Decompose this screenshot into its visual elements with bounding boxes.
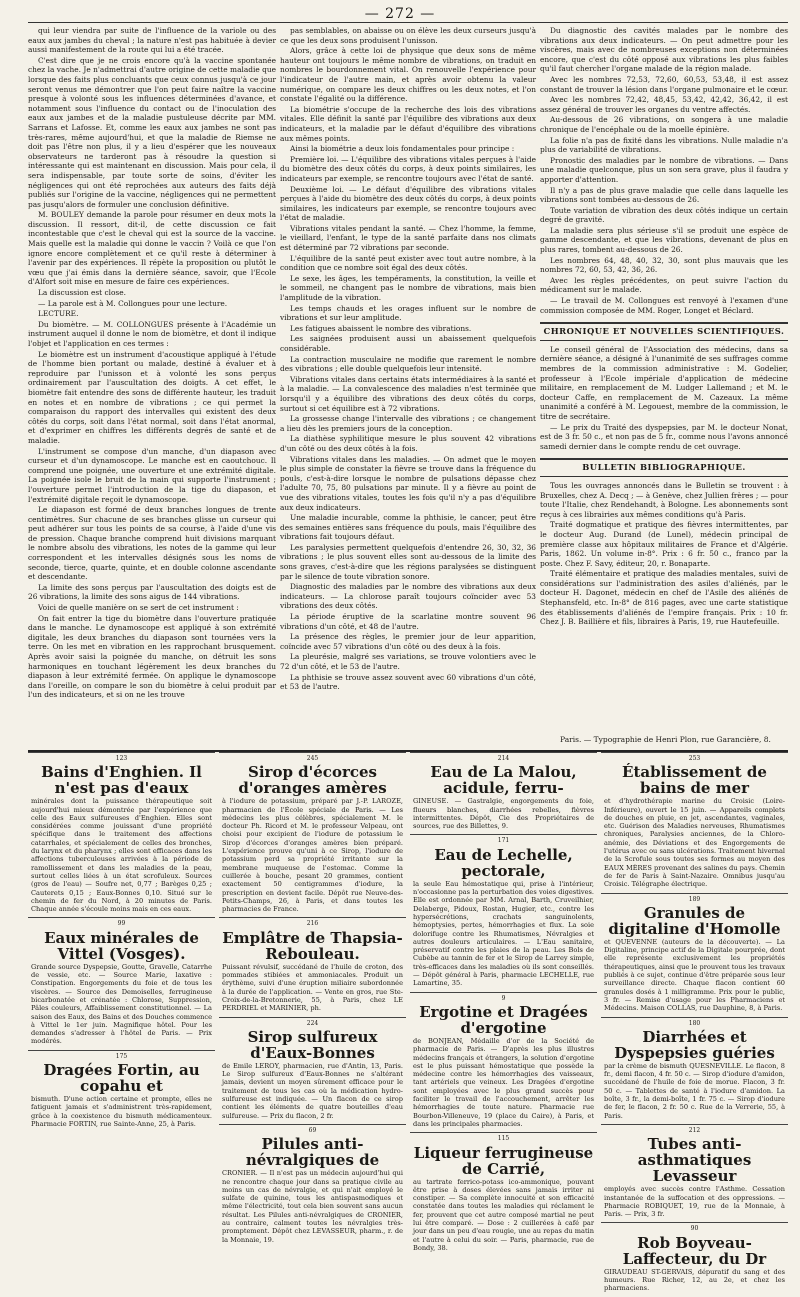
advertisement xyxy=(219,752,406,917)
ad-body: Grande source Dyspepsie, Goutte, Gravelle, Catarrhe de vessie, etc. — Source Marie, laxative : Constipation. Engorgements du foie et de tous les viscères. — Source des Demoiselles, ferrugineuse bicarbonatée et crénatée : Chlorose, Suppression, Pâles couleurs, Affaiblissement constitutionnel. — La saison des Eaux, des Bains et des Douches commence à Vittel le 1er juin. Magnifique hôtel. Pour les demandes s'adresser à l'hôtel de Paris. — Prix modérés. xyxy=(31,962,212,1046)
ad-number: 224 xyxy=(306,1019,319,1027)
advertisement xyxy=(28,917,215,1049)
ad-column xyxy=(219,752,406,1297)
ad-number: 9 xyxy=(501,994,506,1002)
ad-column xyxy=(601,752,788,1297)
paragraph: Avec les règles précédentes, on peut suivre l'action du médicament sur le malade. xyxy=(540,275,788,295)
ad-number: 123 xyxy=(115,755,128,762)
paragraph: Voici de quelle manière on se sert de cet instrument : xyxy=(38,603,239,613)
ad-headline: Tubes anti-asthmatiques Levasseur xyxy=(637,1135,752,1186)
imprint: Paris. — Typographie de Henri Plon, rue Garancière, 8. xyxy=(560,735,771,744)
advertisement xyxy=(28,752,215,917)
ad-body: au tartrate ferrico-potass ico-ammonique, pouvant être prise à doses élevées sans jamais irriter ni constiper. — Sa complète innocuité et son efficacité constatée dans toutes les maladies qui réclament le fer, prouvent que cet autre composé martial ne peut lui être comparé. — Dose : 2 cuillerées à café par jour dans un peu d'eau rougie, une au repas du matin et l'autre à celui du soir. — Paris, pharmacie, rue de Bondy, 38. xyxy=(413,1177,594,1252)
ad-number: 115 xyxy=(497,1135,510,1143)
paragraph: Avec les nombres 72,42, 48,45, 53,42, 42,42, 36,42, il est assez général de trouver les organes du ventre affectés. xyxy=(540,95,788,114)
column-3 xyxy=(540,26,788,746)
paragraph: pas semblables, on abaisse ou on élève les deux curseurs jusqu'à ce que les deux sons produisent l'unisson. xyxy=(280,26,536,45)
paragraph: Les temps chauds et les orages influent sur le nombre de vibrations et sur leur amplitude. xyxy=(280,303,536,323)
column-1 xyxy=(28,26,276,746)
paragraph: On fait entrer la tige du biomètre dans l'ouverture pratiquée dans le manche. Le dynamoscope est appliqué à son extrémité digitale, les deux branches du diapason sont tournées vers la terre. On les met en vibration en les rapprochant brusquement. Après avoir saisi la poignée du manche, on détruit les sons harmoniques en touchant légèrement les deux branches du diapason à leur extrémité fermée. On applique le dynamoscope dans l'oreille, on compare le son du biomètre à celui produit par l'un des indicateurs, et si on ne les trouve xyxy=(28,613,276,700)
advertisement xyxy=(219,1017,406,1124)
paragraph: M. BOULEY demande la parole pour résumer en deux mots la discussion. Il ressort, dit-il, de cette discussion ce fait incontestable que c'est le cheval qui est la source de la vaccine. Mais quelle est la maladie qui donne le vaccin ? Voilà ce que l'on ignore encore complètement et ce qu'il reste à déterminer à l'avenir par des expériences. Il répète la proposition ou plutôt le vœu que j'ai émis dans la dernière séance, savoir, que l'Ecole d'Alfort soit mise en mesure de faire ces expériences. xyxy=(28,210,276,287)
ad-body: de BONJEAN, Médaille d'or de la Société de pharmacie de Paris. — D'après les plus illustres médecins français et étrangers, la solution d'ergotine est le plus puissant hémostatique que possède la médecine contre les hémorrhagies des vaisseaux, tant artériels que veineux. Les Dragées d'ergotine sont employées avec le plus grand succès pour faciliter le travail de l'accouchement, arrêter les hémorrhagies de toute nature. Pharmacie rue Bourbon-Villeneuve, 19 (place du Caire), à Paris, et dans les principales pharmacies. xyxy=(413,1036,594,1128)
ad-headline: Eaux minérales de Vittel (Vosges). xyxy=(44,928,199,963)
ad-headline: Granules de digitaline d'Homolle xyxy=(608,903,781,938)
paragraph: Diagnostic des maladies par le nombre des vibrations aux deux indicateurs. — La chlorose paraît toujours coïncider avec 53 vibrations des deux côtés. xyxy=(280,582,536,611)
ad-headline: Pilules anti-névralgiques de xyxy=(245,1135,380,1170)
advertisement xyxy=(410,992,597,1133)
ad-number: 69 xyxy=(308,1126,317,1134)
paragraph: La maladie sera plus sérieuse s'il se produit une espèce de gamme descendante, et que les vibrations, devenant de plus en plus rares, tombent au-dessous de 26. xyxy=(540,225,788,255)
paragraph: Le biomètre est un instrument d'acoustique appliqué à l'étude de l'homme bien portant ou malade, destiné à évaluer et à reproduire par l'unisson et à volonté les sons perçus ordinairement par l'auscultation des doigts. A cet effet, le biomètre fait entendre des sons de différente hauteur, les traduit en notes et en nombre de vibrations ; ce qui permet la comparaison du rapport des intervalles qui existent des deux côtés du corps, soit dans l'état normal, soit dans l'état anormal, et d'exprimer en chiffres les différents degrés de santé et de maladie. xyxy=(28,349,276,445)
paragraph: C'est dire que je ne crois encore qu'à la vaccine spontanée chez la vache. Je n'admettrai d'autre origine de cette maladie que lorsque des faits plus concluants que ceux connus jusqu'à ce jour seront venus me démontrer que l'on peut faire naître la vaccine presque à volonté sous les influences déterminées d'avance, et notamment sous l'influence du contact ou de l'inoculation des eaux aux jambes et de la maladie pustuleuse décrite par MM. Sarrans et Lafosse. Et, comme les eaux aux jambes ne sont pas très-rares, même aujourd'hui, et que la maladie de Riemse ne doit pas l'être non plus, il y a lieu d'espérer que les nouveaux observateurs ne tarderont pas à résoudre la question si intéressante qui est maintenant en discussion. Mais pour cela, il sera indispensable, par toute sorte de soins, d'éviter les négligences qui ont été reprochées aux auteurs des faits déjà publiés sur l'origine de la vaccine, négligences qui ne permettent pas jusqu'alors de formuler une conclusion définitive. xyxy=(28,55,276,209)
paragraph: Pronostic des maladies par le nombre de vibrations. — Dans une maladie quelconque, plus un son sera grave, plus il faudra y apporter d'attention. xyxy=(540,155,788,184)
news-item: Le conseil général de l'Association des médecins, dans sa dernière séance, a désigné à l'unanimité de ses suffrages comme membres de la commission administrative : M. Godelier, professeur à l'Ecole impériale d'application de médecine militaire, en remplacement de M. Ludger Lallemand ; et M. le docteur Caffe, en remplacement de M. Cazeaux. La même unanimité a conféré à M. Legouest, membre de la commission, le titre de secrétaire. xyxy=(540,344,788,421)
ad-body: de Emile LEROY, pharmacien, rue d'Antin, 13, Paris. Le Sirop sulfureux d'Eaux-Bonnes ne s'altérant jamais, devient un moyen sûrement efficace pour le traitement de tous les cas où la médication hydro-sulfureuse est indiquée. — Un flacon de ce sirop contient les éléments de quatre bouteilles d'eau sulfureuse. — Prix du flacon, 2 fr. xyxy=(222,1061,403,1120)
news-item: — Le prix du Traité des dyspepsies, par M. le docteur Nonat, est de 3 fr. 50 c., et non pas de 5 fr., comme nous l'avons annoncé samedi dernier dans le compte rendu de cet ouvrage. xyxy=(540,422,788,451)
paragraph: Toute variation de vibration des deux côtés indique un certain degré de gravité. xyxy=(540,205,788,225)
advertisement xyxy=(219,1124,406,1248)
bibliography-entry: Traité dogmatique et pratique des fièvres intermittentes, par le docteur Aug. Durand (de Lunel), médecin principal de première classe aux hôpitaux militaires de France et d'Algérie. Paris, 1862. Un volume in-8°. Prix : 6 fr. 50 c., franco par la poste. Chez F. Savy, éditeur, 20, r. Bonaparte. xyxy=(540,520,788,568)
paragraph: — Le travail de M. Collongues est renvoyé à l'examen d'une commission composée de MM. Roger, Longet et Béclard. xyxy=(540,296,788,315)
paragraph: Du biomètre. — M. COLLONGUES présente à l'Académie un instrument auquel il donne le nom de biomètre, et dont il indique l'objet et l'application en ces termes : xyxy=(28,319,276,348)
ad-headline: Dragées Fortin, au copahu et xyxy=(43,1061,200,1096)
paragraph: La phthisie se trouve assez souvent avec 60 vibrations d'un côté, et 53 de l'autre. xyxy=(280,672,536,692)
advertisement xyxy=(410,834,597,991)
ad-body: GIRAUDEAU ST-GERVAIS, dépuratif du sang et des humeurs. Rue Richer, 12, au 2e, et chez les pharmaciens. xyxy=(604,1267,785,1293)
ad-body: la seule Eau hémostatique qui, prise à l'intérieur, n'occasionne pas la perturbation des voies digestives. Elle est ordonnée par MM. Arnal, Barth, Cruveilhier, Delaberge, Pidoux, Rostan, Hugier, etc., contre les hypersécrétions, crachats sanguinolents, hémoptysies, pertes, hémorrhagies et flux. La soie dolorifuge contre les Rhumatismes, Névralgies et autres douleurs articulaires. — L'Eau sanitaire, préservatif contre les plaies de la peau. Les Bols de Cubèbe au tannin de fer et le Sirop de Larrey simple, très-efficaces dans les maladies où ils sont conseillés. — Dépôt général à Paris, pharmacie LECHELLE, rue Lamartine, 35. xyxy=(413,879,594,988)
top-rule xyxy=(28,22,788,23)
ad-headline: Emplâtre de Thapsia-Rebouleau. xyxy=(222,928,403,963)
paragraph: L'équilibre de la santé peut exister avec tout autre nombre, à la condition que ce nombre soit égal des deux côtés. xyxy=(280,253,536,273)
ad-headline: Eau de La Malou, acidule, ferru- xyxy=(430,763,577,798)
ad-body: et d'hydrothérapie marine du Croisic (Loire-Inférieure), ouvert le 15 juin. — Appareils complets de douches en pluie, en jet, ascendantes, vaginales, etc. Guérison des Maladies nerveuses, Rhumatismes chroniques, Paralysies anciennes, de la Chloro-anémie, des Déviations et des Engorgements de l'utérus avec ou sans ulcérations. Traitement hivernal de la Scrofule sous toutes ses formes au moyen des EAUX MÈRES provenant des salines du pays. Chemin de fer de Paris à Saint-Nazaire. Omnibus jusqu'au Croisic. Télégraphe électrique. xyxy=(604,797,785,889)
ad-number: 175 xyxy=(115,1052,128,1060)
ad-number: 189 xyxy=(688,895,701,903)
paragraph: L'instrument se compose d'un manche, d'un diapason avec curseur et d'un dynamoscope. Le manche est en caoutchouc. Il comprend une poignée, une ouverture et une extrémité digitale. La poignée isole le bruit de la main qui supporte l'instrument ; l'ouverture permet l'introduction de la tige du diapason, et l'extrémité digitale reçoit le dynamoscope. xyxy=(28,446,276,504)
ad-number: 90 xyxy=(690,1225,699,1233)
paragraph: Du diagnostic des cavités malades par le nombre des vibrations aux deux indicateurs. — On peut admettre pour les viscères, mais avec de nombreuses exceptions non déterminées encore, que c'est du côté opposé aux vibrations les plus faibles qu'il faut chercher l'organe malade de la région malade. xyxy=(540,26,788,74)
paragraph: La contraction musculaire ne modifie que rarement le nombre des vibrations ; elle double quelquefois leur intensité. xyxy=(280,354,536,374)
paragraph: Vibrations vitales dans les maladies. — On admet que le moyen le plus simple de constater la fièvre se trouve dans la fréquence du pouls, c'est-à-dire lorsque le nombre de pulsations dépasse chez l'adulte 70, 75, 80 pulsations par minute. Il y a fièvre au point de vue des vibrations vitales, toutes les fois qu'il n'y a pas d'équilibre aux deux indicateurs. xyxy=(280,454,536,512)
ad-body: GINEUSE. — Gastralgie, engorgements du foie, flueurs blanches, diarrhées rebelles, fièvres intermittentes. Dépôt, Cie des Propriétaires de sources, rue des Billettes, 9. xyxy=(413,797,594,831)
paragraph: Alors, grâce à cette loi de physique que deux sons de même hauteur ont toujours le même nombre de vibrations, on traduit en nombres le bourdonnement vital. On renouvelle l'expérience pour l'indicateur de l'autre main, et après avoir obtenu la valeur numérique, on compare les deux chiffres ou les deux notes, et l'on constate l'égalité ou la différence. xyxy=(280,46,536,104)
ad-headline: Sirop sulfureux d'Eaux-Bonnes xyxy=(247,1027,378,1062)
paragraph: Avec les nombres 72,53, 72,60, 60,53, 53,48, il est assez constant de trouver la lésion dans l'organe pulmonaire et le cœur. xyxy=(540,74,788,94)
paragraph: qui leur viendra par suite de l'influence de la variole ou des eaux aux jambes du cheval ; la nature n'est pas habituée à devier aussi manifestement de la route qui lui a été tracée. xyxy=(28,26,276,55)
paragraph: Première loi. — L'équilibre des vibrations vitales perçues à l'aide du biomètre des deux côtés du corps, à deux points similaires, les indicateurs par exemple, se rencontre toujours avec l'état de santé. xyxy=(280,154,536,183)
advertisement xyxy=(410,752,597,834)
advertisement xyxy=(601,1124,788,1222)
paragraph: Les nombres 64, 48, 40, 32, 30, sont plus mauvais que les nombres 72, 60, 53, 42, 36, 26. xyxy=(540,255,788,275)
ad-headline: Eau de Lechelle, pectorale, xyxy=(434,845,573,880)
advertisement xyxy=(601,1017,788,1124)
advertisement xyxy=(219,917,406,1016)
ad-number: 245 xyxy=(306,755,319,762)
ad-number: 171 xyxy=(497,837,510,845)
ad-number: 212 xyxy=(688,1126,701,1134)
ad-body: minérales dont la puissance thérapeutique soit aujourd'hui mieux démontrée par l'expérience que celle des Eaux sulfureuses d'Enghien. Elles sont considérées comme jouissant d'une propriété spécifique dans le traitement des affections catarrhales, et spécialement de celles des bronches, du larynx et du pharynx ; elles sont efficaces dans les affections tuberculeuses arrivées à la période de ramollissement et dans les maladies de la peau, surtout celles liées à un état scrofuleux. Sources (gros de l'eau) — Soufre net, 0,77 ; Barèges 0,25 ; Cauterets 0,15 ; Eaux-Bonnes 0,10. Situé sur le chemin de fer du Nord, à 20 minutes de Paris. Chaque année s'écoule moins mais en ces eaux. xyxy=(31,797,212,914)
page-number: — 272 — xyxy=(364,6,436,22)
paragraph: Au-dessous de 26 vibrations, on songera à une maladie chronique de l'encéphale ou de la moelle épinière. xyxy=(540,115,788,134)
paragraph: La limite des sons perçus par l'auscultation des doigts est de 26 vibrations, la limite des sons aigus de 144 vibrations. xyxy=(28,582,276,602)
paragraph: Le sexe, les âges, les tempéraments, la constitution, la veille et le sommeil, ne changent pas le nombre de vibrations, mais bien l'amplitude de la vibration. xyxy=(280,273,536,303)
ad-headline: Liqueur ferrugineuse de Carrié, xyxy=(413,1143,594,1178)
paragraph: La présence des règles, le premier jour de leur apparition, coïncide avec 57 vibrations d'un côté ou des deux à la fois. xyxy=(280,632,536,651)
ad-headline: Rob Boyveau-Laffecteur, du Dr xyxy=(622,1233,767,1268)
ad-body: et QUEVENNE (auteurs de la découverte). — La Digitaline, principe actif de la Digitale pourprée, dont elle représente exclusivement les propriétés thérapeutiques, ainsi que le prouvent tous les travaux publiés à ce sujet, continue d'être préparée sous leur surveillance directe. Chaque flacon contient 60 granules dosés à 1 milligramme. Prix pour le public, 3 fr. — Remise d'usage pour les Pharmaciens et Médecins. Maison COLLAS, rue Dauphine, 8, à Paris. xyxy=(604,937,785,1013)
paragraph: La folie n'a pas de fixité dans les vibrations. Nulle maladie n'a plus de variabilité de vibrations. xyxy=(540,135,788,155)
ad-number: 214 xyxy=(497,755,510,762)
paragraph: La diathèse syphilitique mesure le plus souvent 42 vibrations d'un côté ou des deux côtés à la fois. xyxy=(280,434,536,453)
ad-headline: Ergotine et Dragées d'ergotine xyxy=(419,1002,588,1037)
paragraph: La grossesse change l'intervalle des vibrations ; ce changement a lieu dès les premiers jours de la conception. xyxy=(280,414,536,433)
advertisements xyxy=(28,752,788,1293)
paragraph: Vibrations vitales dans certains états intermédiaires à la santé et à la maladie. — La convalescence des maladies n'est terminée que lorsqu'il y a équilibre des vibrations des deux côtés du corps, surtout si cet équilibre est à 72 vibrations. xyxy=(280,374,536,413)
advertisement xyxy=(28,1050,215,1132)
ad-number: 216 xyxy=(306,920,319,928)
chronique-title: CHRONIQUE ET NOUVELLES SCIENTIFIQUES. xyxy=(540,322,788,341)
paragraph: Deuxième loi. — Le défaut d'équilibre des vibrations vitales perçues à l'aide du biomètre des deux côtés du corps, à deux points similaires, les indicateurs par exemple, se rencontre toujours avec l'état de maladie. xyxy=(280,184,536,223)
paragraph: Les saignées produisent aussi un abaissement quelquefois considérable. xyxy=(280,334,536,353)
ad-headline: Sirop d'écorces d'oranges amères xyxy=(238,763,387,798)
ad-body: bismuth. D'une action certaine et prompte, elles ne fatiguent jamais et s'administrent très-rapidement, grâce à la coexistence du bismuth médicamenteux. Pharmacie FORTIN, rue Sainte-Anne, 25, à Paris. xyxy=(31,1095,212,1128)
ad-column xyxy=(410,752,597,1297)
bibliography-entry: Tous les ouvrages annoncés dans le Bulletin se trouvent : à Bruxelles, chez A. Decq ; — à Genève, chez Jullien frères ; — pour toute l'Italie, chez Rendehandt, à Bologne. Les abonnements sont reçus à ces librairies aux mêmes conditions qu'à Paris. xyxy=(540,480,788,519)
paragraph: Vibrations vitales pendant la santé. — Chez l'homme, la femme, le vieillard, l'enfant, le type de la santé parfaite dans nos climats est déterminé par 72 vibrations par seconde. xyxy=(280,223,536,253)
paragraph: LECTURE. xyxy=(38,309,79,319)
ad-body: par la crème de bismuth QUESNEVILLE. Le flacon, 8 fr., demi flacon, 4 fr. 50 c. — Sirop d'iodure d'amidon, succédané de l'huile de foie de morue. Flacon, 3 fr. 50 c. — Tablettes de santé à l'iodure d'amidon. La boîte, 3 fr., la demi-boîte, 1 fr. 75 c. — Sirop d'iodure de fer, le flacon, 2 fr. 50 c. Rue de la Verrerie, 55, à Paris. xyxy=(604,1061,785,1120)
paragraph: Les paralysies permettent quelquefois d'entendre 26, 30, 32, 36 vibrations ; le plus souvent elles sont au-dessous de la limite des sons graves, c'est-à-dire que les régions paralysées se distinguent par le silence de toute vibration sonore. xyxy=(280,542,536,581)
ad-headline: Bains d'Enghien. Il n'est pas d'eaux xyxy=(41,763,202,798)
paragraph: Le diapason est formé de deux branches longues de trente centimètres. Sur chacune de ses branches glisse un curseur qui peut adhérer sur tous les points de sa course, à l'aide d'une vis de pression. Chaque branche comprend huit divisions marquant le nombre absolu des vibrations, les notes de la gamme qui leur correspondent et les intervalles désignés sous les noms de seconde, tierce, quarte, quinte, et en double colonne ascendante et descendante. xyxy=(28,505,276,582)
ad-body: Puissant révulsif, succédané de l'huile de croton, des pommades stibiées et ammoniacales. Produit un érythème, suivi d'une éruption miliaire subordonnée à la durée de l'application. — Vente en gros, rue Ste-Croix-de-la-Bretonnerie, 55, à Paris, chez LE PERDRIEL et MARINIER, ph. xyxy=(222,962,403,1013)
paragraph: La pleurésie, malgré ses variations, se trouve volontiers avec le 72 d'un côté, et le 53 de l'autre. xyxy=(280,652,536,671)
ad-number: 99 xyxy=(117,920,126,928)
ad-column xyxy=(28,752,215,1297)
article-columns xyxy=(28,26,788,746)
paragraph: Les fatigues abaissent le nombre des vibrations. xyxy=(290,323,472,333)
bibliography-entry: Traité élémentaire et pratique des maladies mentales, suivi de considérations sur l'administration des asiles d'aliénés, par le docteur H. Dagonet, médecin en chef de l'Asile des aliénés de Stephansfeld, etc. In-8° de 816 pages, avec une carte statistique des établissements d'aliénés de l'empire français. Prix : 10 fr. Chez J. B. Baillière et fils, libraires à Paris, 19, rue Hautefeuille. xyxy=(540,569,788,627)
column-2 xyxy=(280,26,536,746)
paragraph: Il n'y a pas de plus grave maladie que celle dans laquelle les vibrations sont tombées au-dessous de 26. xyxy=(540,185,788,205)
advertisement xyxy=(601,1222,788,1296)
ad-body: employés avec succès contre l'Asthme. Cessation instantanée de la suffocation et des oppressions. — Pharmacie ROBIQUET, 19, rue de la Monnaie, à Paris. — Prix, 3 fr. xyxy=(604,1185,785,1219)
ad-number: 253 xyxy=(688,755,701,762)
paragraph: La discussion est close. xyxy=(38,288,126,298)
advertisement xyxy=(410,1132,597,1256)
ad-number: 180 xyxy=(688,1019,701,1027)
paragraph: La biométrie s'occupe de la recherche des lois des vibrations vitales. Elle définit la santé par l'équilibre des vibrations aux deux indicateurs, et la maladie par le défaut d'équilibre des vibrations aux mêmes points. xyxy=(280,104,536,143)
paragraph: Ainsi la biométrie a deux lois fondamentales pour principe : xyxy=(290,144,515,154)
ad-headline: Établissement de bains de mer xyxy=(622,763,767,798)
ad-body: à l'iodure de potassium, préparé par J.-P. LAROZE, pharmacien de l'École spéciale de Paris. — Les médecins les plus célèbres, spécialement M. le docteur Ph. Ricord et M. le professeur Velpeau, ont choisi pour excipient de l'iodure de potassium le Sirop d'écorces d'oranges amères bien préparé. L'expérience prouve qu'uni à ce Sirop, l'iodure de potassium perd sa propriété irritante sur la membrane muqueuse de l'estomac. Comme la cuillerée à bouche, pesant 20 grammes, contient exactement 50 centigrammes d'iodure, la prescription en devient facile. Dépôt rue Neuve-des-Petits-Champs, 26, à Paris, et dans toutes les pharmacies de France. xyxy=(222,797,403,914)
paragraph: La période éruptive de la scarlatine montre souvent 96 vibrations d'un côté, et 48 de l'autre. xyxy=(280,612,536,631)
advertisement xyxy=(601,893,788,1017)
advertisement xyxy=(601,752,788,893)
paragraph: — La parole est à M. Collongues pour une lecture. xyxy=(38,298,228,308)
ad-body: CRONIER. — Il n'est pas un médecin aujourd'hui qui ne rencontre chaque jour dans sa pratique civile au moins un cas de névralgie, et qui n'ait employé le sulfate de quinine, tous les antispasmodiques et même l'électricité, tout cela bien souvent sans aucun résultat. Les Pilules anti-névralgiques de CRONIER, au contraire, calment toutes les névralgies très-promptement. Dépôt chez LEVASSEUR, pharm., r. de la Monnaie, 19. xyxy=(222,1169,403,1244)
ad-headline: Diarrhées et Dyspepsies guéries xyxy=(614,1027,775,1062)
paragraph: Une maladie incurable, comme la phthisie, le cancer, peut être des semaines entières sans fréquence du pouls, mais l'équilibre des vibrations fait toujours défaut. xyxy=(280,513,536,542)
bulletin-title: BULLETIN BIBLIOGRAPHIQUE. xyxy=(540,458,788,477)
